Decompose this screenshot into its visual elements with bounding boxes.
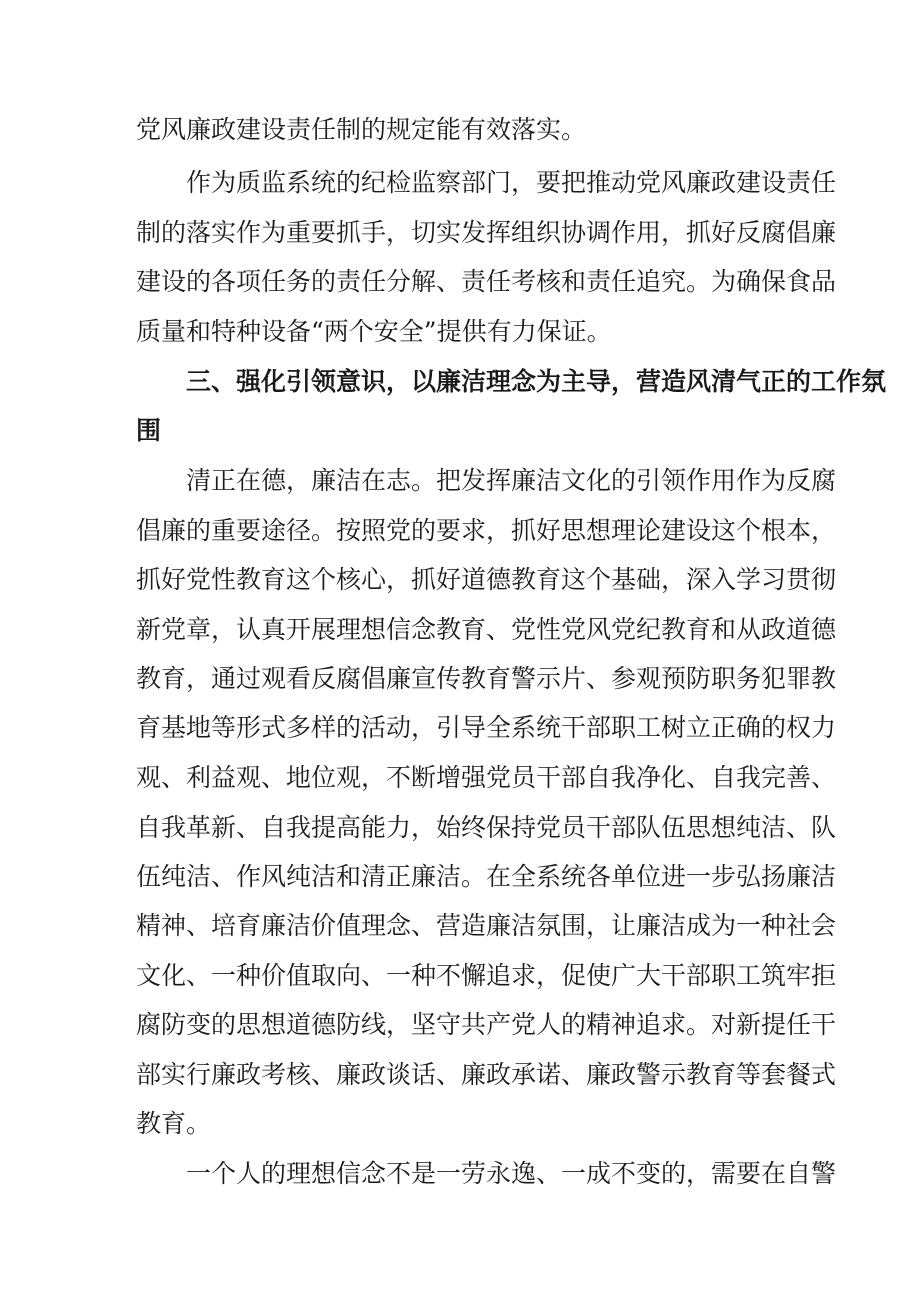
paragraph-line: 精神、培育廉洁价值理念、营造廉洁氛围，让廉洁成为一种社会 <box>136 911 837 940</box>
paragraph-line: 观、利益观、地位观，不断增强党员干部自我净化、自我完善、 <box>136 763 837 792</box>
paragraph-line: 抓好党性教育这个核心，抓好道德教育这个基础，深入学习贯彻 <box>136 565 837 594</box>
paragraph-line: 一个人的理想信念不是一劳永逸、一成不变的，需要在自警 <box>186 1159 837 1188</box>
paragraph-line: 倡廉的重要途径。按照党的要求，抓好思想理论建设这个根本， <box>136 516 837 545</box>
paragraph-line: 党风廉政建设责任制的规定能有效落实。 <box>136 115 587 144</box>
paragraph-line: 质量和特种设备“两个安全”提供有力保证。 <box>136 317 612 346</box>
section-heading: 围 <box>136 416 162 445</box>
paragraph-line: 育基地等形式多样的活动，引导全系统干部职工树立正确的权力 <box>136 713 837 742</box>
paragraph-line: 清正在德，廉洁在志。把发挥廉洁文化的引领作用作为反腐 <box>186 466 837 495</box>
paragraph-line: 教育。 <box>136 1109 212 1138</box>
paragraph-line: 建设的各项任务的责任分解、责任考核和责任追究。为确保食品 <box>136 267 837 296</box>
paragraph-line: 制的落实作为重要抓手，切实发挥组织协调作用，抓好反腐倡廉 <box>136 218 837 247</box>
paragraph-line: 教育，通过观看反腐倡廉宣传教育警示片、参观预防职务犯罪教 <box>136 664 837 693</box>
paragraph-line: 新党章，认真开展理想信念教育、党性党风党纪教育和从政道德 <box>136 615 837 644</box>
paragraph-line: 自我革新、自我提高能力，始终保持党员干部队伍思想纯洁、队 <box>136 813 837 842</box>
paragraph-line: 伍纯洁、作风纯洁和清正廉洁。在全系统各单位进一步弘扬廉洁 <box>136 862 837 891</box>
section-heading: 三、强化引领意识，以廉洁理念为主导，营造风清气正的工作氛 <box>186 367 887 396</box>
paragraph-line: 作为质监系统的纪检监察部门，要把推动党风廉政建设责任 <box>186 168 837 197</box>
paragraph-line: 腐防变的思想道德防线，坚守共产党人的精神追求。对新提任干 <box>136 1010 837 1039</box>
paragraph-line: 文化、一种价值取向、一种不懈追求，促使广大干部职工筑牢拒 <box>136 961 837 990</box>
paragraph-line: 部实行廉政考核、廉政谈话、廉政承诺、廉政警示教育等套餐式 <box>136 1060 837 1089</box>
